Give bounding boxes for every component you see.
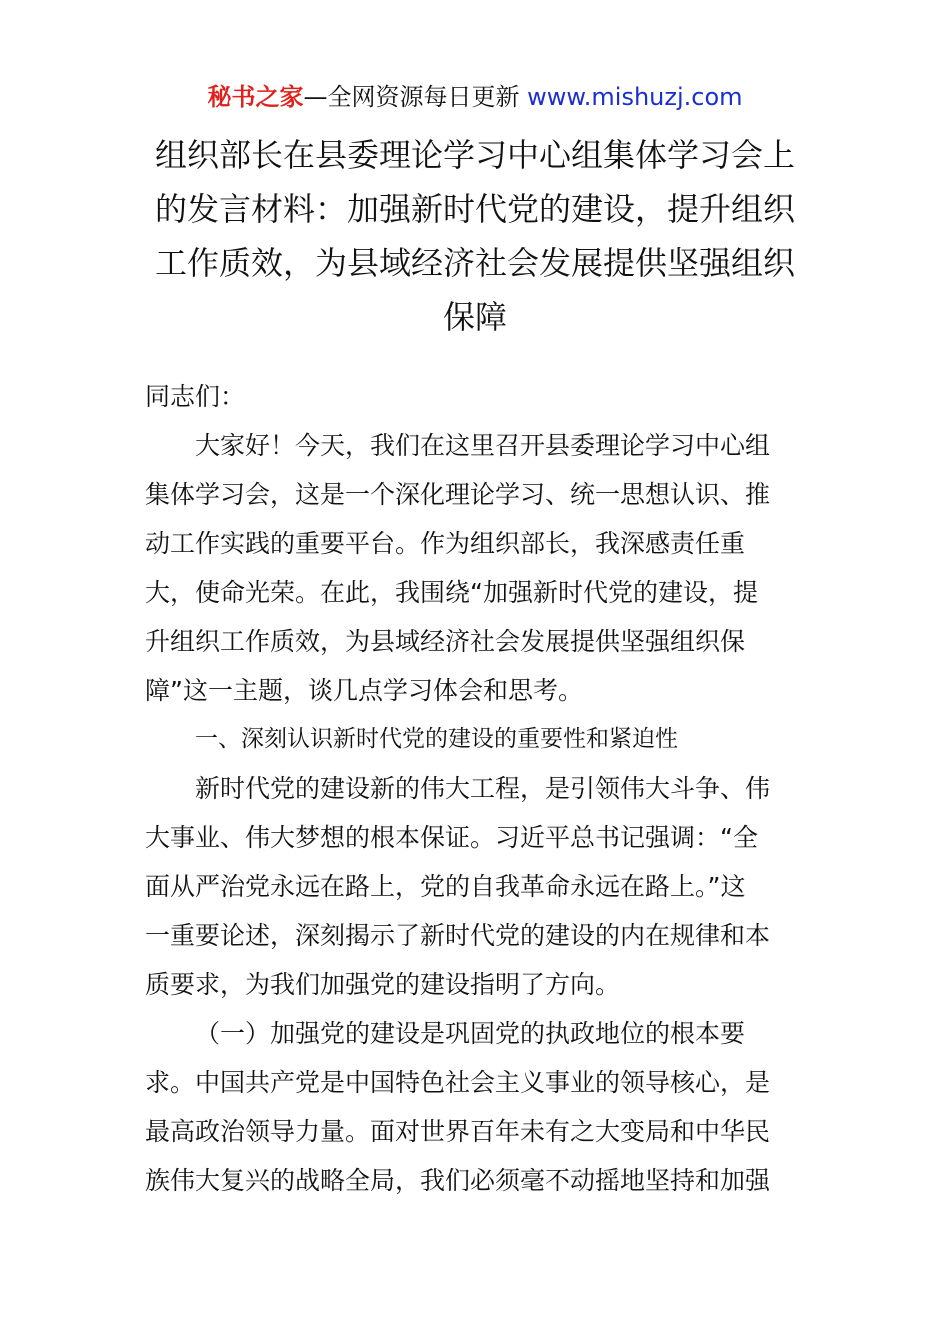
body-line: 一重要论述，深刻揭示了新时代党的建设的内在规律和本: [145, 921, 771, 950]
title-line: 的发言材料：加强新时代党的建设，提升组织: [154, 190, 795, 228]
body-line: 面从严治党永远在路上，党的自我革命永远在路上。”这: [145, 872, 746, 901]
body-line: 求。中国共产党是中国特色社会主义事业的领导核心，是: [145, 1068, 771, 1097]
body-line: 族伟大复兴的战略全局，我们必须毫不动摇地坚持和加强: [145, 1166, 771, 1195]
salutation: 同志们：: [145, 382, 246, 411]
body-line: 最高政治领导力量。面对世界百年未有之大变局和中华民: [145, 1117, 771, 1146]
body-line: 新时代党的建设新的伟大工程，是引领伟大斗争、伟: [195, 774, 771, 803]
body-line: 障”这一主题，谈几点学习体会和思考。: [145, 676, 583, 705]
brand-name: 秘书之家: [207, 83, 304, 111]
subsection-line: （一）加强党的建设是巩固党的执政地位的根本要: [195, 1019, 746, 1048]
header-tagline: —全网资源每日更新: [303, 83, 528, 111]
body-line: 大家好！今天，我们在这里召开县委理论学习中心组: [195, 431, 771, 460]
title-line: 组织部长在县委理论学习中心组集体学习会上: [154, 136, 795, 174]
body-line: 大事业、伟大梦想的根本保证。习近平总书记强调：“全: [145, 823, 758, 852]
section-heading: 一、深刻认识新时代党的建设的重要性和紧迫性: [195, 726, 678, 752]
site-url-link[interactable]: www.mishuzj.com: [527, 83, 743, 111]
body-line: 大，使命光荣。在此，我围绕“加强新时代党的建设，提: [145, 578, 758, 607]
body-line: 动工作实践的重要平台。作为组织部长，我深感责任重: [145, 529, 746, 558]
body-line: 质要求，为我们加强党的建设指明了方向。: [145, 970, 621, 999]
body-line: 集体学习会，这是一个深化理论学习、统一思想认识、推: [145, 480, 771, 509]
title-line: 保障: [442, 298, 507, 336]
document-title: [140, 128, 810, 344]
document-body: [145, 372, 810, 1205]
title-line: 工作质效，为县域经济社会发展提供坚强组织: [154, 244, 795, 282]
site-header: [0, 80, 950, 114]
body-line: 升组织工作质效，为县域经济社会发展提供坚强组织保: [145, 627, 746, 656]
